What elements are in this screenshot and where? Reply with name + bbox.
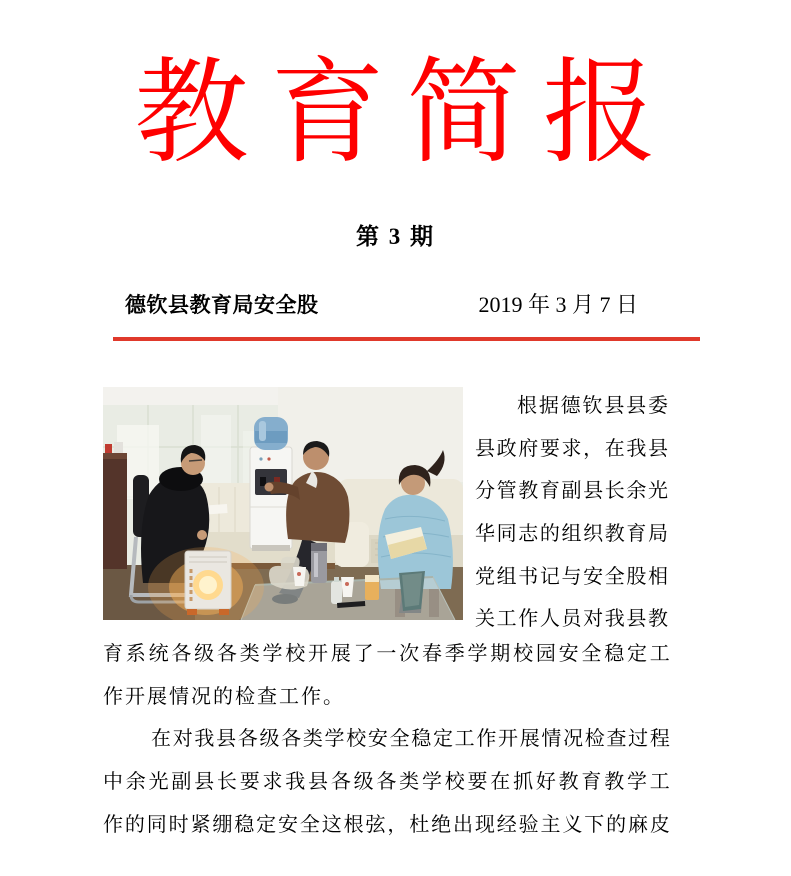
byline-row: [0, 289, 791, 321]
body-line: 在 对 我 县 各 级 各 类 学 校 安 全 稳 定 工 作 开 展 情 况 检 查 过 程: [151, 728, 670, 751]
paragraph-below-photo: [103, 641, 670, 854]
body-line: 华 同 志 的 组 织 教 育 局: [475, 523, 668, 546]
body-line: 党 组 书 记 与 安 全 股 相: [475, 565, 668, 588]
article-photo: [103, 387, 463, 620]
divider-rule: [113, 337, 700, 341]
body-line: 关 工 作 人 员 对 我 县 教: [475, 608, 668, 631]
body-line: 中 余 光 副 县 长 要 求 我 县 各 级 各 类 学 校 要 在 抓 好 教 育 教 学 工: [103, 771, 670, 794]
issue-number: 第 3 期: [356, 224, 435, 249]
body-line: 根 据 德 钦 县 县 委: [517, 395, 668, 417]
body-line: 育 系 统 各 级 各 类 学 校 开 展 了 一 次 春 季 学 期 校 园 安 全 稳 定 工: [103, 643, 670, 665]
side-cabinet: [103, 442, 127, 569]
body-line: 作 的 同 时 紧 绷 稳 定 安 全 这 根 弦 ， 杜 绝 出 现 经 验 主 义 下 的 麻 皮: [103, 813, 670, 836]
agency-name: 德钦县教育局安全股: [125, 293, 319, 317]
publish-date: 2019 年 3 月 7 日: [478, 292, 638, 317]
body-line: 县 政 府 要 求 ， 在 我 县: [475, 437, 668, 460]
meeting-room-illustration: [103, 387, 463, 620]
bulletin-title: 教育简报: [134, 50, 679, 177]
body-line: 作开展情况的检查工作。: [103, 685, 345, 708]
paragraph-beside-photo: [475, 393, 668, 649]
body-line: 分 管 教 育 副 县 长 余 光: [475, 480, 668, 503]
